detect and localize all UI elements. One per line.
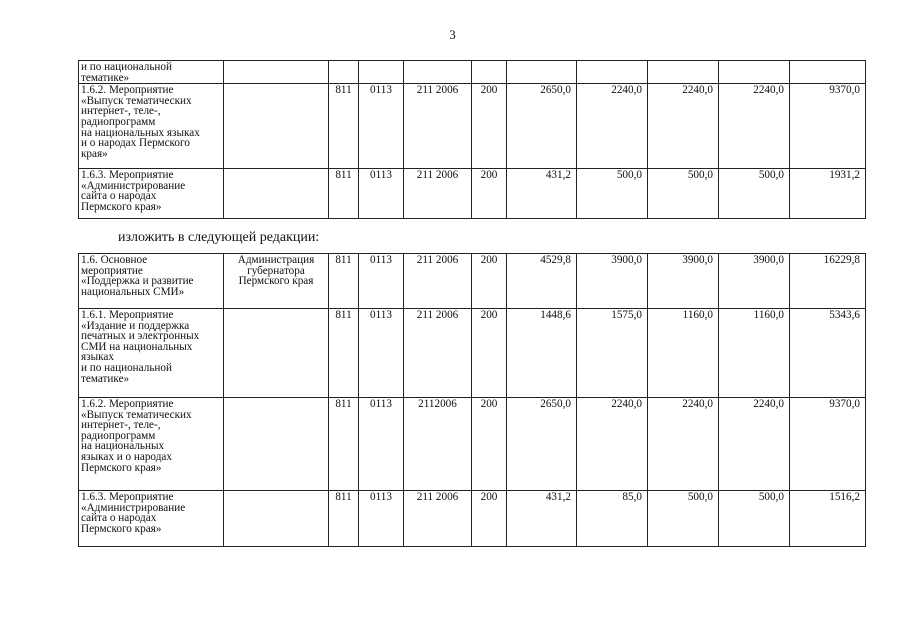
- cell-code-target: [404, 61, 472, 84]
- cell-value-2018: 500,0: [719, 491, 790, 547]
- cell-value-2018: 500,0: [719, 169, 790, 219]
- cell-activity-name: 1.6.3. Мероприятие «Администрирование сайта о народах Пермского края»: [79, 169, 224, 219]
- cell-value-2017: 500,0: [648, 169, 719, 219]
- cell-code-grbs: 811: [329, 254, 359, 309]
- budget-table-old: [78, 60, 866, 219]
- cell-code-grbs: 811: [329, 398, 359, 491]
- cell-value-2017: 3900,0: [648, 254, 719, 309]
- cell-value-2016: 2240,0: [577, 84, 648, 169]
- cell-value-2016: 500,0: [577, 169, 648, 219]
- cell-code-section: 0113: [359, 84, 404, 169]
- cell-administrator: Администрация губернатора Пермского края: [224, 254, 329, 309]
- cell-value-2015: [507, 61, 577, 84]
- cell-value-2018: [719, 61, 790, 84]
- cell-value-2018: 3900,0: [719, 254, 790, 309]
- cell-code-type: [472, 61, 507, 84]
- cell-value-2017: [648, 61, 719, 84]
- cell-value-total: 9370,0: [790, 84, 866, 169]
- cell-code-section: 0113: [359, 309, 404, 398]
- cell-value-2016: 1575,0: [577, 309, 648, 398]
- cell-code-section: [359, 61, 404, 84]
- cell-value-total: 9370,0: [790, 398, 866, 491]
- cell-code-type: 200: [472, 309, 507, 398]
- table2-body: [79, 254, 866, 547]
- cell-value-2016: [577, 61, 648, 84]
- cell-administrator: [224, 491, 329, 547]
- table-row: [79, 491, 866, 547]
- instruction-text: изложить в следующей редакции:: [118, 230, 320, 245]
- cell-value-2015: 4529,8: [507, 254, 577, 309]
- cell-activity-name: 1.6.2. Мероприятие «Выпуск тематических интернет-, теле-, радиопрограмм на национальных языках и о народах Пермского края»: [79, 84, 224, 169]
- cell-code-grbs: 811: [329, 491, 359, 547]
- cell-value-2017: 2240,0: [648, 84, 719, 169]
- cell-activity-name: 1.6.1. Мероприятие «Издание и поддержка печатных и электронных СМИ на национальных языках и по национальной тематике»: [79, 309, 224, 398]
- table-row: [79, 169, 866, 219]
- cell-code-grbs: 811: [329, 309, 359, 398]
- cell-activity-name: 1.6. Основное мероприятие «Поддержка и развитие национальных СМИ»: [79, 254, 224, 309]
- cell-value-2015: 431,2: [507, 491, 577, 547]
- cell-value-2015: 2650,0: [507, 398, 577, 491]
- budget-table-new: [78, 253, 866, 547]
- cell-code-target: 2112006: [404, 398, 472, 491]
- cell-value-2017: 500,0: [648, 491, 719, 547]
- cell-code-grbs: 811: [329, 169, 359, 219]
- cell-code-type: 200: [472, 491, 507, 547]
- cell-code-target: 211 2006: [404, 491, 472, 547]
- cell-value-total: 1516,2: [790, 491, 866, 547]
- cell-code-section: 0113: [359, 254, 404, 309]
- cell-code-target: 211 2006: [404, 84, 472, 169]
- cell-activity-name: 1.6.3. Мероприятие «Администрирование сайта о народах Пермского края»: [79, 491, 224, 547]
- cell-value-total: 1931,2: [790, 169, 866, 219]
- table-row: [79, 309, 866, 398]
- cell-value-total: 5343,6: [790, 309, 866, 398]
- table-row: [79, 398, 866, 491]
- page-number: 3: [449, 27, 456, 42]
- cell-code-type: 200: [472, 398, 507, 491]
- cell-code-grbs: [329, 61, 359, 84]
- cell-code-type: 200: [472, 84, 507, 169]
- cell-code-type: 200: [472, 254, 507, 309]
- cell-code-section: 0113: [359, 491, 404, 547]
- cell-value-2015: 1448,6: [507, 309, 577, 398]
- cell-value-2015: 2650,0: [507, 84, 577, 169]
- cell-value-2017: 2240,0: [648, 398, 719, 491]
- cell-value-2018: 1160,0: [719, 309, 790, 398]
- cell-code-target: 211 2006: [404, 169, 472, 219]
- cell-value-2018: 2240,0: [719, 84, 790, 169]
- cell-value-total: [790, 61, 866, 84]
- cell-administrator: [224, 61, 329, 84]
- cell-administrator: [224, 309, 329, 398]
- table1-body: [79, 61, 866, 219]
- cell-code-grbs: 811: [329, 84, 359, 169]
- cell-code-target: 211 2006: [404, 309, 472, 398]
- cell-value-2015: 431,2: [507, 169, 577, 219]
- cell-value-2017: 1160,0: [648, 309, 719, 398]
- table-row: [79, 84, 866, 169]
- cell-value-2016: 2240,0: [577, 398, 648, 491]
- table-row: [79, 61, 866, 84]
- cell-code-section: 0113: [359, 398, 404, 491]
- cell-activity-name: 1.6.2. Мероприятие «Выпуск тематических интернет-, теле-, радиопрограмм на национальных языках и о народах Пермского края»: [79, 398, 224, 491]
- table-row: [79, 254, 866, 309]
- cell-value-2016: 3900,0: [577, 254, 648, 309]
- cell-value-2016: 85,0: [577, 491, 648, 547]
- cell-code-section: 0113: [359, 169, 404, 219]
- cell-administrator: [224, 169, 329, 219]
- cell-code-type: 200: [472, 169, 507, 219]
- cell-value-2018: 2240,0: [719, 398, 790, 491]
- cell-code-target: 211 2006: [404, 254, 472, 309]
- cell-administrator: [224, 398, 329, 491]
- cell-value-total: 16229,8: [790, 254, 866, 309]
- cell-administrator: [224, 84, 329, 169]
- cell-activity-name: и по национальной тематике»: [79, 61, 224, 84]
